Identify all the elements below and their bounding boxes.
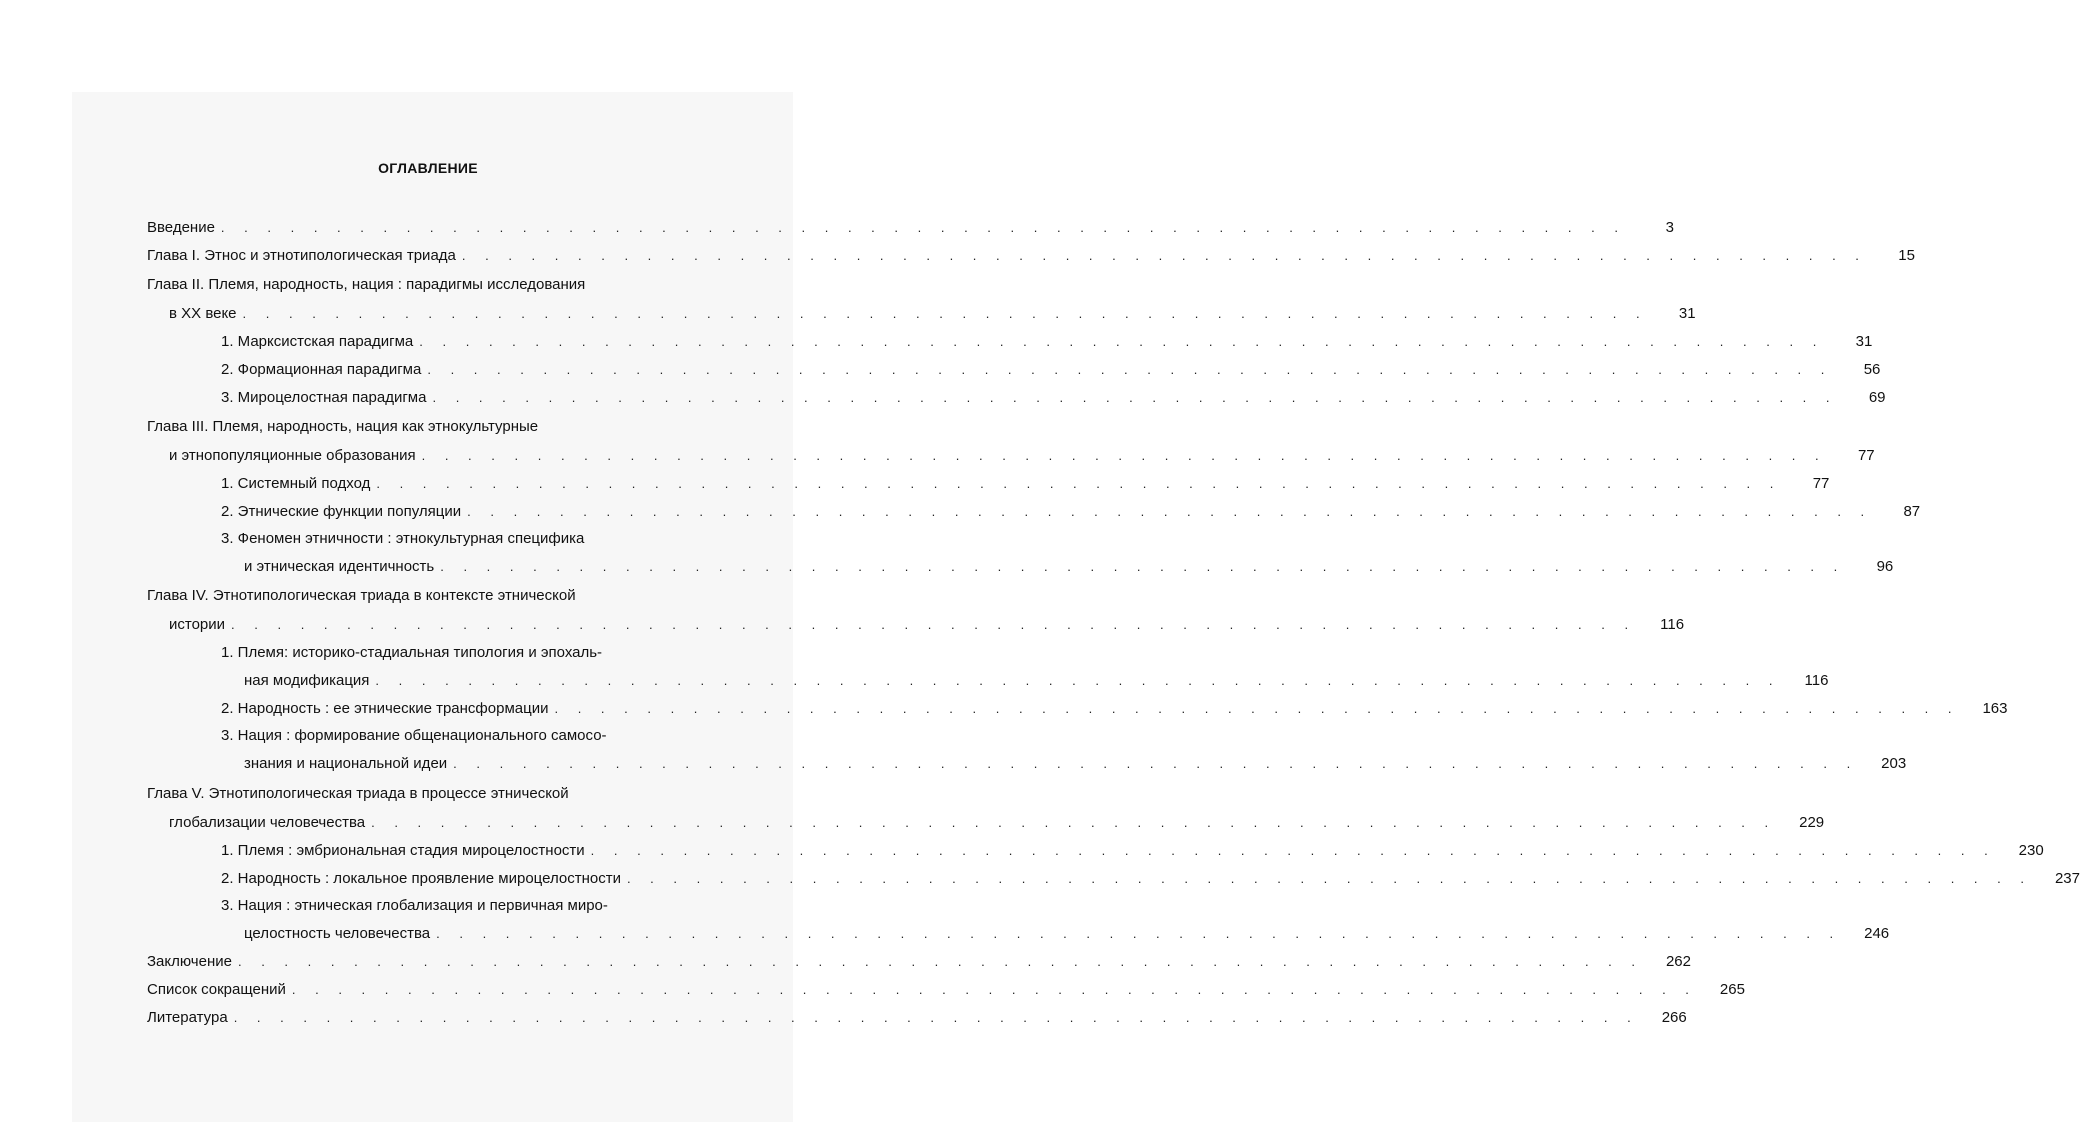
toc-entry-text: ная модификация [244, 672, 370, 689]
toc-entry-section-3-3[interactable] [221, 528, 719, 550]
toc-entry-text: истории [169, 616, 226, 633]
toc-entry-text: Глава III. Племя, народность, нация как этнокультурные [147, 418, 539, 435]
dot-leader: . . . . . . . . . . . . . . . . . . . . . . . . . . . . . . . . . . . . . . . . . . . . . . . . . . . . . . . . . . . . . [554, 701, 1960, 716]
dot-leader: . . . . . . . . . . . . . . . . . . . . . . . . . . . . . . . . . . . . . . . . . . . . . . . . . . . . . . . . . . . . . [419, 334, 1825, 349]
toc-entry-text: 1. Системный подход [221, 475, 371, 492]
toc-page-number: 31 [1855, 333, 1873, 350]
dot-leader: . . . . . . . . . . . . . . . . . . . . . . . . . . . . . . . . . . . . . . . . . . . . . . . . . . . . . . . . . . . . . [371, 815, 1777, 830]
dot-leader: . . . . . . . . . . . . . . . . . . . . . . . . . . . . . . . . . . . . . . . . . . . . . . . . . . . . . . . . . . . . . [376, 476, 1782, 491]
toc-entry-text: 3. Нация : этническая глобализация и первичная миро- [221, 897, 608, 914]
dot-leader: . . . . . . . . . . . . . . . . . . . . . . . . . . . . . . . . . . . . . . . . . . . . . . . . . . . . . . . . . . . . . [220, 220, 1626, 235]
toc-entry-section-2-1[interactable] [221, 331, 1873, 353]
toc-entry-text: 1. Племя : эмбриональная стадия мироцелостности [221, 842, 585, 859]
toc-entry-text: Список сокращений [147, 981, 286, 998]
dot-leader: . . . . . . . . . . . . . . . . . . . . . . . . . . . . . . . . . . . . . . . . . . . . . . . . . . . . . . . . . . . . . [427, 362, 1833, 377]
toc-entry-section-4-1-cont[interactable] [244, 670, 1829, 692]
toc-entry-chapter-2-cont[interactable] [169, 303, 1696, 325]
toc-entry-text: знания и национальной идеи [244, 755, 448, 772]
toc-entry-section-5-1[interactable] [221, 840, 2044, 862]
toc-page-number: 87 [1903, 503, 1921, 520]
toc-page-number: 56 [1863, 361, 1881, 378]
toc-entry-text: Глава II. Племя, народность, нация : парадигмы исследования [147, 276, 586, 293]
toc-entry-text: Глава V. Этнотипологическая триада в процессе этнической [147, 785, 569, 802]
page-title: ОГЛАВЛЕНИЕ [378, 160, 478, 176]
toc-entry-chapter-4-cont[interactable] [169, 614, 1685, 636]
toc-entry-text: 2. Формационная парадигма [221, 361, 422, 378]
toc-entry-section-4-2[interactable] [221, 698, 2008, 720]
dot-leader: . . . . . . . . . . . . . . . . . . . . . . . . . . . . . . . . . . . . . . . . . . . . . . . . . . . . . . . . . . . . . [453, 756, 1859, 771]
toc-entry-text: 3. Феномен этничности : этнокультурная специфика [221, 530, 585, 547]
toc-entry-section-2-3[interactable] [221, 387, 1886, 409]
toc-page-number: 237 [2054, 870, 2080, 887]
toc-entry-text: Глава I. Этнос и этнотипологическая триада [147, 247, 456, 264]
toc-entry-chapter-3-cont[interactable] [169, 445, 1875, 467]
toc-entry-text: 2. Этнические функции популяции [221, 503, 462, 520]
toc-page-number: 77 [1857, 447, 1875, 464]
toc-page-number: 15 [1898, 247, 1915, 264]
dot-leader: . . . . . . . . . . . . . . . . . . . . . . . . . . . . . . . . . . . . . . . . . . . . . . . . . . . . . . . . . . . . . [375, 673, 1781, 688]
toc-entry-text: Глава IV. Этнотипологическая триада в контексте этнической [147, 587, 576, 604]
toc-page-number: 262 [1665, 953, 1691, 970]
toc-page-number: 246 [1864, 925, 1890, 942]
toc-entry-section-3-1[interactable] [221, 473, 1830, 495]
dot-leader: . . . . . . . . . . . . . . . . . . . . . . . . . . . . . . . . . . . . . . . . . . . . . . . . . . . . . . . . . . . . . [432, 390, 1838, 405]
toc-entry-section-3-2[interactable] [221, 501, 1921, 523]
toc-page-number: 265 [1719, 981, 1745, 998]
toc-entry-chapter-4[interactable] [147, 585, 719, 607]
dot-leader: . . . . . . . . . . . . . . . . . . . . . . . . . . . . . . . . . . . . . . . . . . . . . . . . . . . . . . . . . . . . . [291, 982, 1697, 997]
toc-entry-text: Литература [147, 1009, 228, 1026]
toc-entry-text: 2. Народность : ее этнические трансформации [221, 700, 549, 717]
toc-page-number: 229 [1799, 814, 1825, 831]
dot-leader: . . . . . . . . . . . . . . . . . . . . . . . . . . . . . . . . . . . . . . . . . . . . . . . . . . . . . . . . . . . . . [242, 306, 1648, 321]
toc-page-number: 163 [1982, 700, 2008, 717]
toc-entry-section-4-1[interactable] [221, 642, 719, 664]
toc-entry-conclusion[interactable] [147, 951, 1691, 973]
toc-entry-text: 1. Марксистская парадигма [221, 333, 414, 350]
dot-leader: . . . . . . . . . . . . . . . . . . . . . . . . . . . . . . . . . . . . . . . . . . . . . . . . . . . . . . . . . . . . . [440, 559, 1846, 574]
toc-page-number: 116 [1804, 672, 1829, 689]
toc-entry-chapter-5-cont[interactable] [169, 812, 1825, 834]
toc-page-number: 266 [1661, 1009, 1687, 1026]
toc-entry-text: 3. Мироцелостная парадигма [221, 389, 427, 406]
toc-page-number: 116 [1660, 616, 1685, 633]
dot-leader: . . . . . . . . . . . . . . . . . . . . . . . . . . . . . . . . . . . . . . . . . . . . . . . . . . . . . . . . . . . . . [421, 448, 1827, 463]
toc-entry-chapter-3[interactable] [147, 416, 719, 438]
toc-page-number: 3 [1665, 219, 1674, 236]
toc-page-number: 96 [1876, 558, 1894, 575]
toc-entry-text: 3. Нация : формирование общенационального самосо- [221, 727, 607, 744]
toc-entry-text: в XX веке [169, 305, 237, 322]
toc-entry-chapter-2[interactable] [147, 274, 719, 296]
toc-entry-text: Введение [147, 219, 215, 236]
toc-entry-text: глобализации человечества [169, 814, 366, 831]
toc-entry-text: 2. Народность : локальное проявление мироцелостности [221, 870, 621, 887]
toc-entry-introduction[interactable] [147, 217, 1674, 239]
toc-entry-text: и этническая идентичность [244, 558, 435, 575]
dot-leader: . . . . . . . . . . . . . . . . . . . . . . . . . . . . . . . . . . . . . . . . . . . . . . . . . . . . . . . . . . . . . [237, 954, 1643, 969]
toc-entry-text: и этнопопуляционные образования [169, 447, 416, 464]
dot-leader: . . . . . . . . . . . . . . . . . . . . . . . . . . . . . . . . . . . . . . . . . . . . . . . . . . . . . . . . . . . . . [233, 1010, 1639, 1025]
dot-leader: . . . . . . . . . . . . . . . . . . . . . . . . . . . . . . . . . . . . . . . . . . . . . . . . . . . . . . . . . . . . . [626, 871, 2032, 886]
toc-entry-text: Заключение [147, 953, 232, 970]
toc-page-number: 230 [2018, 842, 2044, 859]
toc-entry-chapter-1[interactable] [147, 245, 1915, 267]
toc-entry-section-5-3[interactable] [221, 895, 719, 917]
toc-entry-chapter-5[interactable] [147, 783, 719, 805]
toc-page-number: 77 [1812, 475, 1830, 492]
toc-page-number: 203 [1881, 755, 1907, 772]
toc-entry-section-3-3-cont[interactable] [244, 556, 1894, 578]
dot-leader: . . . . . . . . . . . . . . . . . . . . . . . . . . . . . . . . . . . . . . . . . . . . . . . . . . . . . . . . . . . . . [436, 926, 1842, 941]
toc-entry-section-5-2[interactable] [221, 868, 2080, 890]
toc-entry-section-4-3[interactable] [221, 725, 719, 747]
dot-leader: . . . . . . . . . . . . . . . . . . . . . . . . . . . . . . . . . . . . . . . . . . . . . . . . . . . . . . . . . . . . . [467, 504, 1873, 519]
toc-entry-text: целостность человечества [244, 925, 431, 942]
toc-entry-section-5-3-cont[interactable] [244, 923, 1890, 945]
toc-page-number: 31 [1678, 305, 1696, 322]
dot-leader: . . . . . . . . . . . . . . . . . . . . . . . . . . . . . . . . . . . . . . . . . . . . . . . . . . . . . . . . . . . . . [461, 248, 1867, 263]
toc-entry-text: 1. Племя: историко-стадиальная типология и эпохаль- [221, 644, 603, 661]
toc-page-number: 69 [1868, 389, 1886, 406]
toc-entry-section-4-3-cont[interactable] [244, 753, 1907, 775]
toc-entry-literature[interactable] [147, 1007, 1687, 1029]
dot-leader: . . . . . . . . . . . . . . . . . . . . . . . . . . . . . . . . . . . . . . . . . . . . . . . . . . . . . . . . . . . . . [590, 843, 1996, 858]
dot-leader: . . . . . . . . . . . . . . . . . . . . . . . . . . . . . . . . . . . . . . . . . . . . . . . . . . . . . . . . . . . . . [231, 617, 1637, 632]
toc-entry-section-2-2[interactable] [221, 359, 1881, 381]
toc-entry-abbreviations[interactable] [147, 979, 1745, 1001]
